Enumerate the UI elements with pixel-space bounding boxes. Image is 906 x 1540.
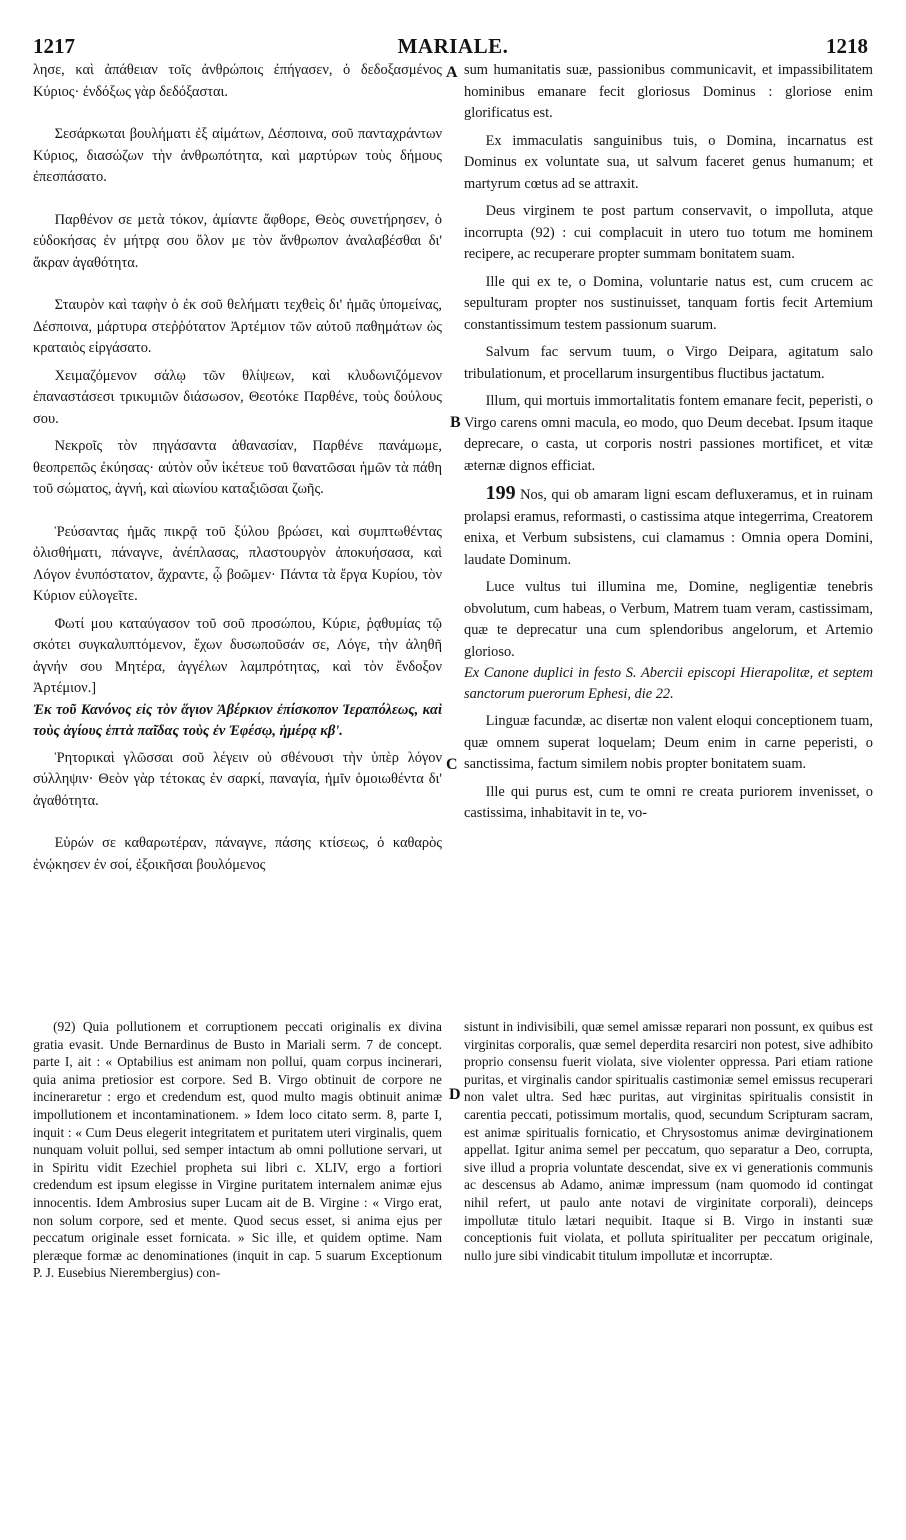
greek-paragraph: Σεσάρκωται βουλήματι ἐξ αἱμάτων, Δέσποινα, σοῦ πανταχράντων Κύριος, διασώζων τὴν ἀνθρωπότητα, καὶ μαρτύρων τοὺς δήμους ἐπεσπάσατο. bbox=[33, 126, 442, 185]
margin-marker-b: B bbox=[450, 414, 461, 431]
footnote-left bbox=[33, 1018, 442, 1282]
greek-paragraph: Φωτί μου καταύγασον τοῦ σοῦ προσώπου, Κύριε, ῥᾳθυμίας τῷ σκότει συγκαλυπτόμενον, ἔχων δυσωποῦσάν σε, Λόγε, τὴν ἀληθῆ ἁγνήν σου Μητέρα, ἀγγέλων λαμπρότητας, καὶ τὸν ἔνδοξον Ἀρτέμιον.] bbox=[33, 615, 442, 696]
latin-paragraph: sum humanitatis suæ, passionibus communicavit, et impassibilitatem hominibus emanare fecit gloriosus Dominus : gloriose enim glorificatus est. bbox=[464, 62, 873, 121]
greek-column bbox=[33, 60, 442, 876]
footnote-text: sistunt in indivisibili, quæ semel amissæ reparari non possunt, ex quibus est virginitas corporalis, quæ semel deperdita resarciri non potest, sive adhibito proprio consensu fuerit violata, sive violenter oppressa. Pari etiam ratione puritas, et virginalis candor spiritualis castimoniæ semel emissus recuperari non valet ultra. Sed hæc puritas, aut virginitas spiritualis consistit in carentia peccati, potissimum mortalis, quod, secundum Scripturam sacram, est animæ spiritualis fornicatio, et Chrysostomus animæ devirginationem appellat. Igitur anima semel per peccatum, quo separatur a Deo, corrupta, sive illud a propria voluntate descendat, sive ex vi generationis communis ac descensus ab Adamo, animæ impressum (nam quomodo id contingat nihil refert, ut paulo ante notavi de virginitate corporali), deinceps impollutæ titulo lætari nequibit. Itaque si B. Virgo in instanti suæ conceptionis fuit violata, et polluta spiritualiter per peccatum originale, nullo jure sibi vindicabit titulum impollutæ et incorruptæ. bbox=[464, 1019, 873, 1263]
margin-marker-d: D bbox=[449, 1086, 461, 1103]
greek-paragraph: λησε, καὶ ἀπάθειαν τοῖς ἀνθρώποις ἐπήγασεν, ὁ δεδοξασμένος Κύριος· ἐνδόξως γὰρ δεδόξασται. bbox=[33, 62, 442, 100]
greek-paragraph: Χειμαζόμενον σάλῳ τῶν θλίψεων, καὶ κλυδωνιζόμενον ἐπαναστάσεσι τρικυμιῶν διάσωσον, Θεοτόκε Παρθένε, τοὺς δούλους σου. bbox=[33, 367, 442, 427]
section-number: 199 bbox=[485, 482, 516, 504]
latin-paragraph-text: Nos, qui ob amaram ligni escam defluxeramus, et in ruinam prolapsi eramus, reformasti, o castissima atque integerrima, Creatorem enixa, et Verbum subsistens, cui clamamus : Omnia opera Domini, laudate Dominum. bbox=[464, 487, 873, 568]
footnote-right bbox=[464, 1018, 873, 1264]
page-number-right: 1218 bbox=[826, 34, 868, 58]
page-number-left: 1217 bbox=[33, 34, 75, 58]
greek-paragraph: Παρθένον σε μετὰ τόκον, ἀμίαντε ἄφθορε, Θεὸς συνετήρησεν, ὁ εὐδοκήσας ἐν μήτρᾳ σου ὅλον με τὸν ἄνθρωπον ἀναλαβέσθαι δι' ἄκραν ἀγαθότητα. bbox=[33, 211, 442, 271]
latin-paragraph-numbered bbox=[464, 483, 873, 571]
latin-paragraph: Linguæ facundæ, ac disertæ non valent eloqui conceptionem tuam, quæ omnem superat loquelam; Deum enim in carne peperisti, o sanctissima, factum similem nobis propter bonitatem suam. bbox=[464, 713, 873, 772]
margin-marker-a: A bbox=[446, 64, 458, 81]
greek-paragraph: Ῥεύσαντας ἡμᾶς πικρᾷ τοῦ ξύλου βρώσει, καὶ συμπτωθέντας ὀλισθήματι, πάναγνε, ἀνέπλασας, πλαστουργὸν ἀποκυήσασα, καὶ Λόγον ἐνυπόστατον, ἄχραντε, ᾧ βοῶμεν· Πάντα τὰ ἔργα Κυρίου, τὸν Κύριον εὐλογεῖτε. bbox=[33, 523, 442, 604]
latin-paragraph: Deus virginem te post partum conservavit, o impolluta, atque incorrupta (92) : cui complacuit in utero tuo totum me hominem recipere, ac recuperare propter summam bonitatem suam. bbox=[464, 203, 873, 262]
greek-section-heading: Ἐκ τοῦ Κανόνος εἰς τὸν ἅγιον Ἀβέρκιον ἐπίσκοπον Ἱεραπόλεως, καὶ τοὺς ἁγίους ἑπτὰ παῖδας τοὺς ἐν Ἐφέσῳ, ἡμέρᾳ κβ'. bbox=[33, 701, 442, 739]
greek-paragraph: Νεκροῖς τὸν πηγάσαντα ἀθανασίαν, Παρθένε πανάμωμε, θεοπρεπῶς ἐκύησας· αὐτὸν οὖν ἱκέτευε τοῦ θανατῶσαι ἡμῶν τὰ πάθη τοῦ σώματος, ἁγνή, καὶ αἰωνίου καταξιῶσαι ζωῆς. bbox=[33, 438, 442, 497]
greek-paragraph: Σταυρὸν καὶ ταφὴν ὁ ἐκ σοῦ θελήματι τεχθεὶς δι' ἡμᾶς ὑπομείνας, Δέσποινα, μάρτυρα στεῤῥότατον Ἀρτέμιον τῶν αὐτοῦ παθημάτων ὡς κραταιὸς εἰργάσατο. bbox=[33, 297, 442, 356]
running-title: MARIALE. bbox=[397, 34, 509, 58]
latin-paragraph: Ille qui ex te, o Domina, voluntarie natus est, cum crucem ac sepulturam propter nos sustinuisset, tanquam fortis fecit Artemium constantissimum testem passionum suarum. bbox=[464, 273, 873, 333]
greek-paragraph: Εὑρών σε καθαρωτέραν, πάναγνε, πάσης κτίσεως, ὁ καθαρὸς ἐνῴκησεν ἐν σοί, ἐξοικῆσαι βουλόμενος bbox=[33, 835, 442, 873]
footnote-text: (92) Quia pollutionem et corruptionem peccati originalis ex divina gratia evasit. Unde Bernardinus de Busto in Mariali serm. 7 de concept. parte I, ait : « Optabilius est animam non pollui, quam corpus incinerari, quia anima pretiosior est corpore. Sed B. Virgo obtinuit de corpore ne incineraretur : ergo et credendum est, quod multo magis obtinuit animæ impollutionem et incontaminationem. » Idem loco citato serm. 8, parte I, inquit : « Cum Deus elegerit integritatem et puritatem uteri virginalis, quem nunquam voluit pollui, sed semper intactum ab omni pollutione servari, ut in Spiritu vidit Ezechiel propheta sui libri c. XLIV, ergo a fortiori credendum est ipsum elegisse in Virgine puritatem internalem animæ ejus innocentis. Idem Ambrosius super Lucam ait de B. Virgine : « Virgo erat, non solum corpore, sed et mente. Quod secus esset, si anima ejus per peccatum originale esset fornicata. » Sic ille, et quidem optime. Nam pleræque formæ ac denominationes (inquit in cap. 5 suarum Exceptionum P. J. Eusebius Nierembergius) con- bbox=[33, 1019, 442, 1281]
latin-paragraph: Ille qui purus est, cum te omni re creata puriorem invenisset, o castissima, inhabitavit in te, vo- bbox=[464, 783, 873, 821]
latin-paragraph: Ex immaculatis sanguinibus tuis, o Domina, incarnatus est Dominus ex voluntate sua, ut salvum faceret genus humanum; et martyrum cœtus ad se attraxit. bbox=[464, 132, 873, 192]
latin-paragraph: Salvum fac servum tuum, o Virgo Deipara, agitatum salo tribulationum, et procellarum insurgentibus fluctibus jactatum. bbox=[464, 344, 873, 382]
latin-paragraph: Luce vultus tui illumina me, Domine, negligentiæ tenebris obvolutum, cum habeas, o Verbum, Matrem tuam veram, castissimam, quæ te deprecatur una cum splendoribus angelorum, et Artemio glorioso. bbox=[464, 579, 873, 660]
latin-column bbox=[464, 60, 873, 825]
greek-paragraph: Ῥητορικαὶ γλῶσσαι σοῦ λέγειν οὐ σθένουσι τὴν ὑπὲρ λόγον σύλληψιν· Θεὸν γὰρ τέτοκας ἐν σαρκί, παναγία, ἡμῖν ὁμοιωθέντα δι' ἀγαθότητα. bbox=[33, 749, 442, 809]
latin-section-heading: Ex Canone duplici in festo S. Abercii episcopi Hierapolitæ, et septem sanctorum puerorum Ephesi, die 22. bbox=[464, 665, 873, 702]
margin-marker-c: C bbox=[446, 756, 458, 773]
latin-paragraph: Illum, qui mortuis immortalitatis fontem emanare fecit, peperisti, o Virgo carens omni macula, eo modo, quo Deum decebat. Ipsum itaque deprecare, o casta, ut corporis nostri passiones mortificet, et vitæ æternæ dignos efficiat. bbox=[464, 393, 873, 474]
